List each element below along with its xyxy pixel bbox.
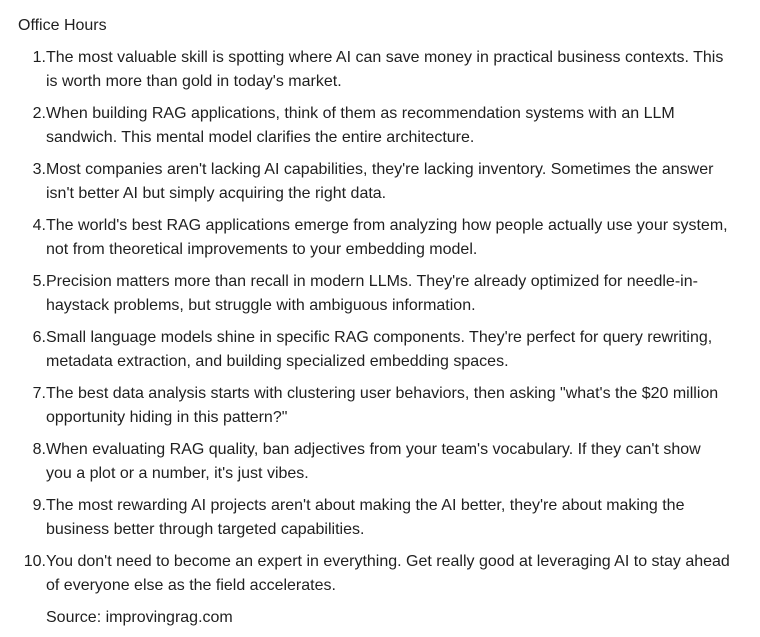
list-item <box>18 270 730 318</box>
list-item <box>18 46 730 94</box>
list-item <box>18 102 730 150</box>
list-item <box>18 158 730 206</box>
list-item-number: 8. <box>32 441 46 458</box>
list-item <box>18 438 730 486</box>
list-item <box>18 550 730 598</box>
list-item-number: 2. <box>32 105 46 122</box>
numbered-list <box>18 46 730 598</box>
list-item-text: The best data analysis starts with clustering user behaviors, then asking "what's the $20 million opportunity hiding in this pattern?" <box>46 385 719 426</box>
list-item-number: 9. <box>32 497 46 514</box>
list-item <box>18 494 730 542</box>
source-line: Source: improvingrag.com <box>46 609 233 626</box>
list-item-text: Precision matters more than recall in modern LLMs. They're already optimized for needle-in-haystack problems, but struggle with ambiguous information. <box>46 273 698 314</box>
list-item-number: 1. <box>32 49 46 66</box>
list-item-text: When building RAG applications, think of them as recommendation systems with an LLM sandwich. This mental model clarifies the entire architecture. <box>46 105 675 146</box>
list-item-text: You don't need to become an expert in everything. Get really good at leveraging AI to stay ahead of everyone else as the field accelerates. <box>46 553 730 594</box>
list-item-number: 7. <box>32 385 46 402</box>
list-item <box>18 214 730 262</box>
list-item <box>18 326 730 374</box>
list-item-number: 3. <box>32 161 46 178</box>
list-item-number: 10. <box>23 553 46 570</box>
list-item-number: 6. <box>32 329 46 346</box>
list-item-text: Small language models shine in specific RAG components. They're perfect for query rewriting, metadata extraction, and building specialized embedding spaces. <box>46 329 713 370</box>
list-item-number: 4. <box>32 217 46 234</box>
list-item-number: 5. <box>32 273 46 290</box>
page-title: Office Hours <box>18 17 107 34</box>
list-item-text: The most valuable skill is spotting where AI can save money in practical business contexts. This is worth more than gold in today's market. <box>46 49 724 90</box>
list-item <box>18 382 730 430</box>
list-item-text: Most companies aren't lacking AI capabilities, they're lacking inventory. Sometimes the answer isn't better AI but simply acquiring the right data. <box>46 161 714 202</box>
list-item-text: The world's best RAG applications emerge from analyzing how people actually use your system, not from theoretical improvements to your embedding model. <box>46 217 728 258</box>
list-item-text: When evaluating RAG quality, ban adjectives from your team's vocabulary. If they can't show you a plot or a number, it's just vibes. <box>46 441 701 482</box>
list-item-text: The most rewarding AI projects aren't about making the AI better, they're about making the business better through targeted capabilities. <box>46 497 685 538</box>
